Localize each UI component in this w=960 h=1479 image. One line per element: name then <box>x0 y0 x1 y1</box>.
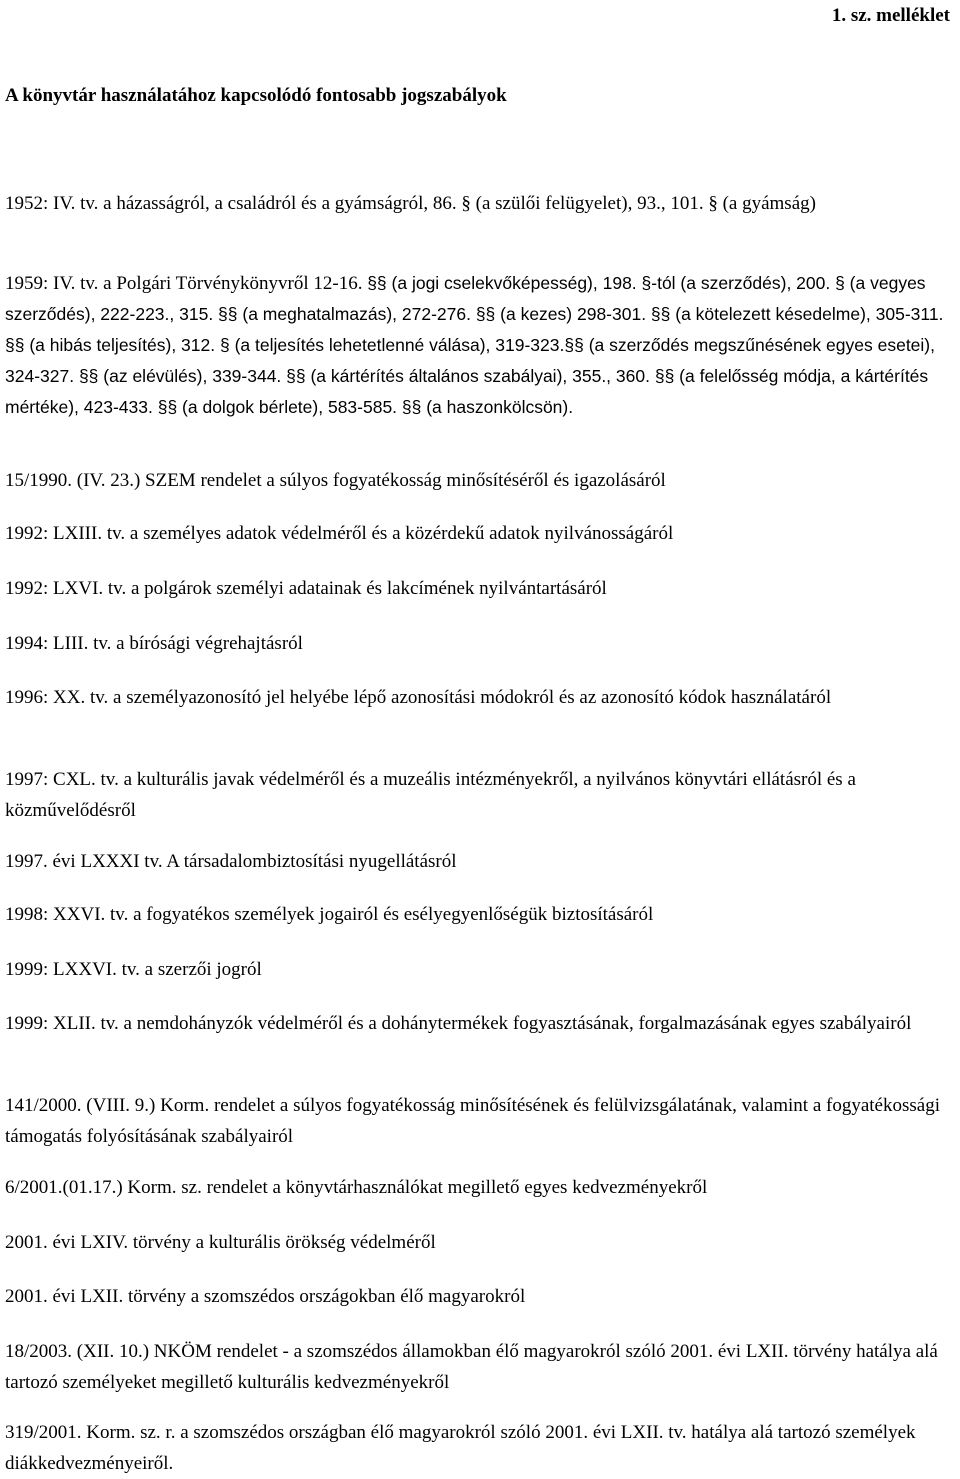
law-entry: 6/2001.(01.17.) Korm. sz. rendelet a könyvtárhasználókat megillető egyes kedvezményekről <box>5 1177 708 1198</box>
law-entry: 1992: LXIII. tv. a személyes adatok védelméről és a közérdekű adatok nyilvánosságáról <box>5 523 674 544</box>
law-entry: 141/2000. (VIII. 9.) Korm. rendelet a súlyos fogyatékosság minősítésének és felülvizsgálatának, valamint a fogyatékossági támogatás folyósításának szabályairól <box>5 1095 940 1147</box>
law-entry: 1999: XLII. tv. a nemdohányzók védelméről és a dohánytermékek fogyasztásának, forgalmazásának egyes szabályairól <box>5 1013 912 1034</box>
law-entry <box>5 268 955 423</box>
law-entry: 15/1990. (IV. 23.) SZEM rendelet a súlyos fogyatékosság minősítéséről és igazolásáról <box>5 470 666 491</box>
law-entry: 1997. évi LXXXI tv. A társadalombiztosítási nyugellátásról <box>5 851 457 872</box>
law-entry: 2001. évi LXIV. törvény a kulturális örökség védelméről <box>5 1232 436 1253</box>
law-entry: 1999: LXXVI. tv. a szerzői jogról <box>5 959 262 980</box>
law-entry-sections: §§ (a jogi cselekvőképesség), 198. §-tól (a szerződés), 200. § (a vegyes szerződés), 222-223., 315. §§ (a meghatalmazás), 272-276. §§ (a kezes) 298-301. §§ (a kötelezett késedelme), 305-311. §§ (a hibás teljesítés), 312. § (a teljesítés lehetetlenné válása), 319-323.§§ (a szerződés megszűnésének egyes esetei), 324-327. §§ (az elévülés), 339-344. §§ (a kártérítés általános szabályai), 355., 360. §§ (a felelősség módja, a kártérítés mértéke), 423-433. §§ (a dolgok bérlete), 583-585. §§ (a haszonkölcsön). <box>5 273 944 417</box>
law-entry: 1996: XX. tv. a személyazonosító jel helyébe lépő azonosítási módokról és az azonosító kódok használatáról <box>5 687 832 708</box>
law-entry: 1994: LIII. tv. a bírósági végrehajtásról <box>5 633 303 654</box>
law-entry: 1992: LXVI. tv. a polgárok személyi adatainak és lakcímének nyilvántartásáról <box>5 578 607 599</box>
document-title: A könyvtár használatához kapcsolódó fontosabb jogszabályok <box>5 85 507 106</box>
law-entry: 319/2001. Korm. sz. r. a szomszédos országban élő magyarokról szóló 2001. évi LXII. tv. hatálya alá tartozó személyek diákkedvezményeiről. <box>5 1422 916 1474</box>
law-entry: 2001. évi LXII. törvény a szomszédos országokban élő magyarokról <box>5 1286 526 1307</box>
law-entry: 1997: CXL. tv. a kulturális javak védelméről és a muzeális intézményekről, a nyilvános könyvtári ellátásról és a közművelődésről <box>5 769 856 821</box>
law-entry-start: 1959: IV. tv. a Polgári Törvénykönyvről 12-16. <box>5 273 368 294</box>
law-entry: 18/2003. (XII. 10.) NKÖM rendelet - a szomszédos államokban élő magyarokról szóló 2001. évi LXII. törvény hatálya alá tartozó személyeket megillető kulturális kedvezményekről <box>5 1341 938 1393</box>
law-entry: 1952: IV. tv. a házasságról, a családról és a gyámságról, 86. § (a szülői felügyelet), 93., 101. § (a gyámság) <box>5 193 816 214</box>
annex-label: 1. sz. melléklet <box>831 5 950 26</box>
law-entry: 1998: XXVI. tv. a fogyatékos személyek jogairól és esélyegyenlőségük biztosításáról <box>5 904 654 925</box>
